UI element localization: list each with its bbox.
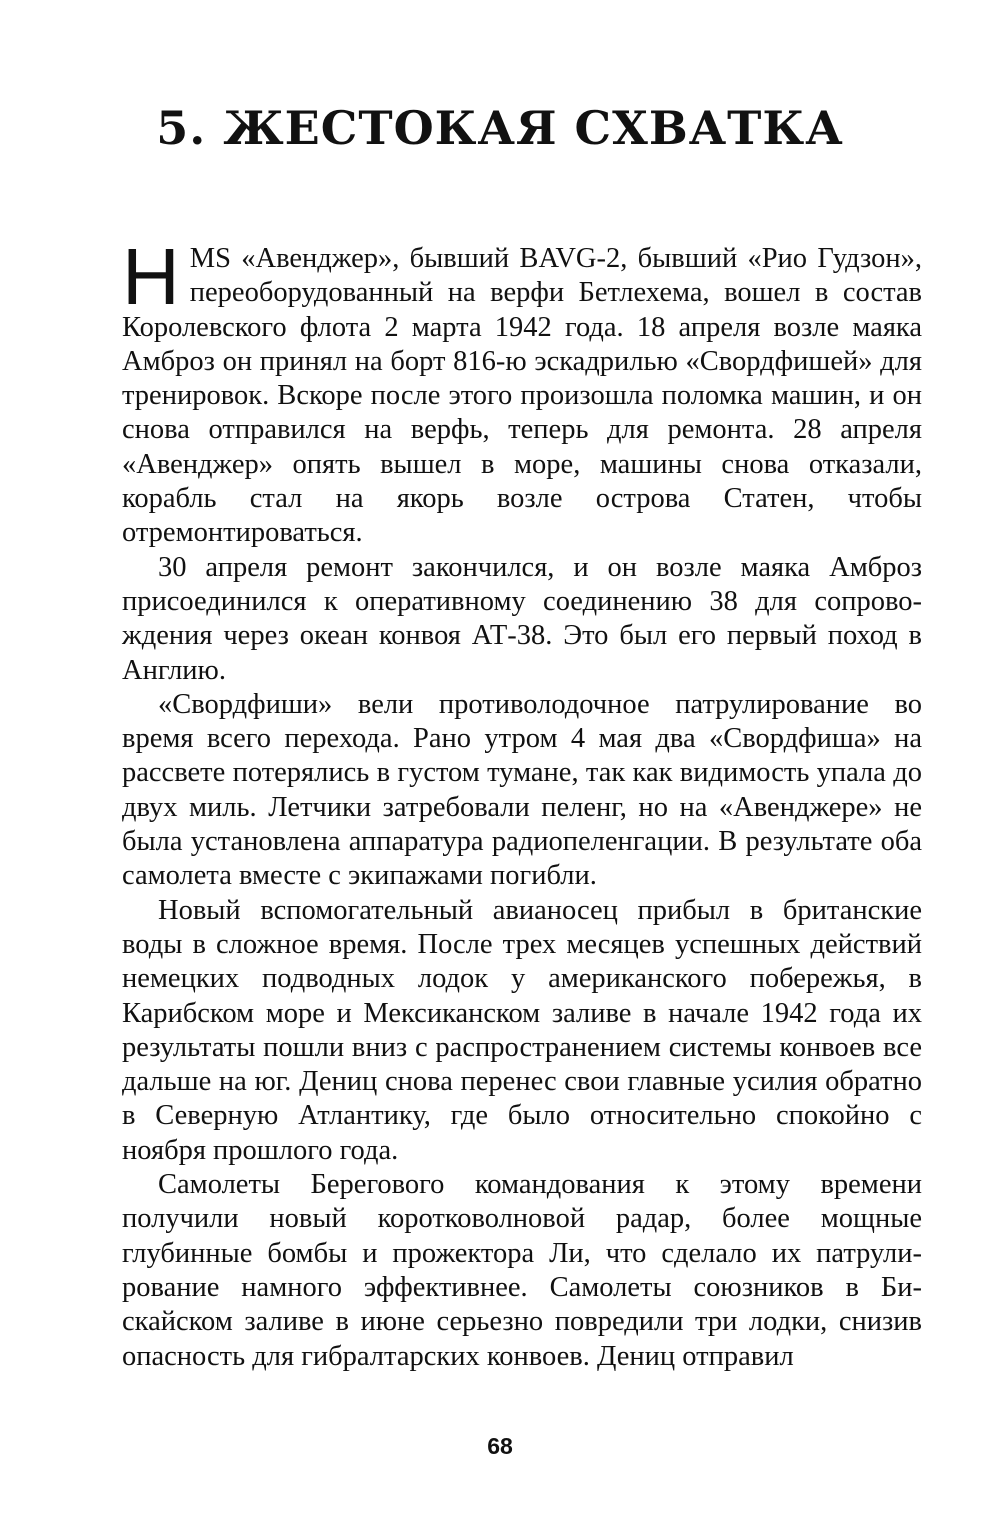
chapter-title: 5. ЖЕСТОКАЯ СХВАТКА <box>156 101 844 155</box>
page-number: 68 <box>487 1433 513 1459</box>
paragraph-1 <box>122 232 922 551</box>
body-text <box>122 232 922 1374</box>
paragraph-1-text: MS «Авенджер», бывший BAVG-2, бывший «Рио Гудзон», переоборудованный на верфи Бетлехема, вошел в состав Королевского флота 2 марта 1942 года. 18 апреля возле маяка Амброз он принял на борт 816-ю эскадрилью «Свордфишей» для тренировок. Вскоре после этого произошла поломка машин, и он снова отправился на верфь, теперь для ремонта. 28 апреля «Авенджер» опять вышел в море, машины снова отказали, корабль стал на якорь возле острова Статен, чтобы отремонтироваться. <box>122 243 922 549</box>
paragraph-5: Самолеты Берегового командования к этому времени получили новый коротковолновой радар, более мощные глубинные бомбы и прожектора Ли, что сделало их патрулирование намного эффективнее. Самолеты союзников в Бискайском заливе в июне серьезно повредили три лодки, снизив опасность для гибралтарских конвоев. Дениц отправил <box>122 1169 922 1372</box>
paragraph-2: 30 апреля ремонт закончился, и он возле маяка Амброз присоединился к оперативному соединению 38 для сопровождения через океан конвоя АТ-38. Это был его первый поход в Англию. <box>122 551 922 686</box>
paragraph-4: Новый вспомогательный авианосец прибыл в британские воды в сложное время. После трех месяцев успешных действий немецких подводных лодок у американского побережья, в Карибском море и Мексиканском заливе в начале 1942 года их результаты пошли вниз с распространением системы конвоев все дальше на юг. Дениц снова перенес свои главные усилия обратно в Северную Атлантику, где было относительно спокойно с ноября прошлого года. <box>122 894 922 1166</box>
paragraph-3: «Свордфиши» вели противолодочное патрулирование во время всего перехода. Рано утром 4 мая два «Свордфиша» на рассвете потерялись в густом тумане, так как видимость упала до двух миль. Летчики затребовали пеленг, но на «Авенджере» не была установлена аппаратура радиопеленгации. В результате оба самолета вместе с экипажами погибли. <box>122 688 922 892</box>
drop-cap: H <box>122 232 180 321</box>
